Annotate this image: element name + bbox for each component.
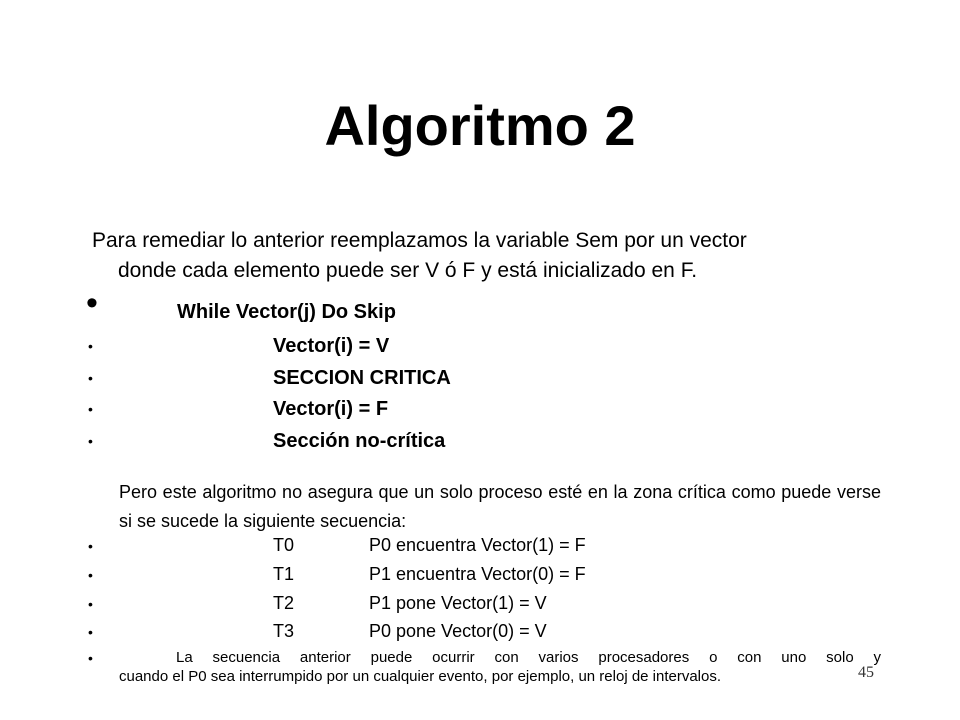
intro-line-1: Para remediar lo anterior reemplazamos la variable Sem por un vector: [92, 229, 747, 252]
final-note-line-1: La secuencia anterior puede ocurrir con varios procesadores o con uno solo y: [176, 649, 881, 666]
intro-line-2: donde cada elemento puede ser V ó F y está inicializado en F.: [118, 259, 698, 282]
code-line-set-true: Vector(i) = V: [273, 335, 390, 357]
page-number: 45: [858, 664, 874, 681]
explanation-paragraph: Pero este algoritmo no asegura que un solo proceso esté en la zona crítica como puede verse si se sucede la siguiente secuencia:: [119, 482, 881, 531]
bullet-icon: •: [88, 567, 93, 583]
final-note: [119, 648, 881, 686]
slide-title: Algoritmo 2: [324, 94, 636, 157]
bullet-icon: •: [88, 624, 93, 640]
code-line-while: While Vector(j) Do Skip: [177, 301, 396, 323]
sequence-event: P0 pone Vector(0) = V: [369, 621, 547, 641]
code-line-set-false: Vector(i) = F: [273, 398, 389, 420]
sequence-event: P0 encuentra Vector(1) = F: [369, 535, 586, 555]
intro-paragraph: [92, 226, 880, 286]
sequence-time: T0: [273, 535, 295, 555]
bullet-icon: •: [88, 338, 93, 354]
sequence-time: T2: [273, 593, 295, 613]
bullet-icon: •: [88, 433, 93, 449]
final-note-line-2: cuando el P0 sea interrumpido por un cualquier evento, por ejemplo, un reloj de intervalos.: [119, 668, 722, 685]
bullet-icon: •: [88, 538, 93, 554]
bullet-icon: •: [88, 401, 93, 417]
sequence-event: P1 encuentra Vector(0) = F: [369, 564, 586, 584]
sequence-time: T1: [273, 564, 295, 584]
code-line-noncritical: Sección no-crítica: [273, 430, 446, 452]
bullet-icon: •: [86, 284, 98, 322]
bullet-icon: •: [88, 596, 93, 612]
bullet-icon: •: [88, 650, 93, 666]
code-line-critical: SECCION CRITICA: [273, 367, 451, 389]
sequence-event: P1 pone Vector(1) = V: [369, 593, 547, 613]
sequence-time: T3: [273, 621, 295, 641]
bullet-icon: •: [88, 370, 93, 386]
